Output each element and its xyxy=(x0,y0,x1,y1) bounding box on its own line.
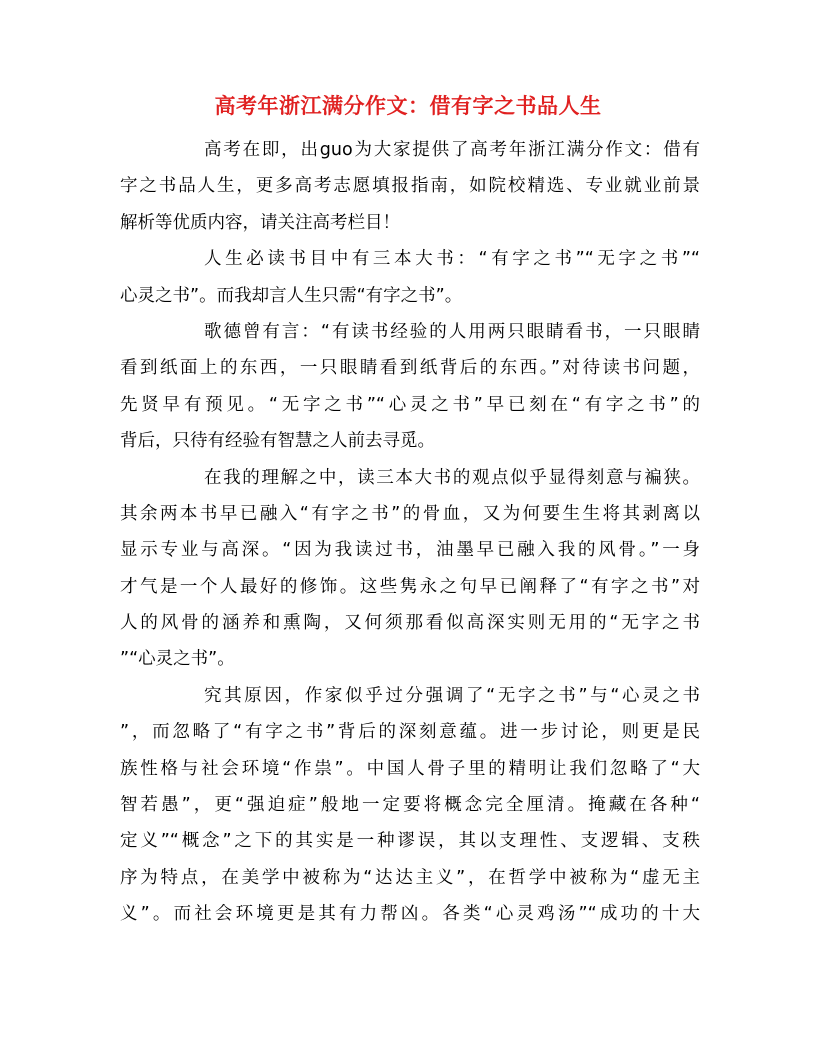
text-line: 定义”“概念”之下的其实是一种谬误，其以支理性、支逻辑、支秩 xyxy=(120,831,700,852)
text-line: 字之书品人生，更多高考志愿填报指南，如院校精选、专业就业前景 xyxy=(120,176,700,197)
paragraph-1 xyxy=(120,132,700,241)
text-line: ”，而忽略了“有字之书”背后的深刻意蕴。进一步讨论，则更是民 xyxy=(120,722,700,743)
paragraph-4 xyxy=(120,460,700,678)
text-line: 背后，只待有经验有智慧之人前去寻觅。 xyxy=(120,431,435,452)
text-line: 人生必读书目中有三本大书：“有字之书”“无字之书”“ xyxy=(204,249,700,270)
text-line: 义”。而社会环境更是其有力帮凶。各类“心灵鸡汤”“成功的十大 xyxy=(120,904,700,925)
document-body xyxy=(120,132,700,933)
text-line: 其余两本书早已融入“有字之书”的骨血，又为何要生生将其剥离以 xyxy=(120,503,700,524)
text-line: 究其原因，作家似乎过分强调了“无字之书”与“心灵之书 xyxy=(204,685,700,706)
text-line: 心灵之书”。而我却言人生只需“有字之书”。 xyxy=(120,285,463,306)
text-line: 才气是一个人最好的修饰。这些隽永之句早已阐释了“有字之书”对 xyxy=(120,576,700,597)
text-line: 智若愚”，更“强迫症”般地一定要将概念完全厘清。掩藏在各种“ xyxy=(120,795,700,816)
text-line: 序为特点，在美学中被称为“达达主义”，在哲学中被称为“虚无主 xyxy=(120,867,700,888)
text-line: 人的风骨的涵养和熏陶，又何须那看似高深实则无用的“无字之书 xyxy=(120,613,700,634)
text-line: ”“心灵之书”。 xyxy=(120,649,235,670)
text-line: 歌德曾有言：“有读书经验的人用两只眼睛看书，一只眼睛 xyxy=(204,321,700,342)
text-line: 在我的理解之中，读三本大书的观点似乎显得刻意与褊狭。 xyxy=(204,467,700,488)
text-line: 显示专业与高深。“因为我读过书，油墨早已融入我的风骨。”一身 xyxy=(120,540,700,561)
paragraph-5 xyxy=(120,678,700,933)
paragraph-2 xyxy=(120,241,700,314)
text-line: 看到纸面上的东西，一只眼睛看到纸背后的东西。”对待读书问题， xyxy=(120,358,700,379)
text-line: 先贤早有预见。“无字之书”“心灵之书”早已刻在“有字之书”的 xyxy=(120,394,700,415)
paragraph-3 xyxy=(120,314,700,460)
text-line: 高考在即，出guo为大家提供了高考年浙江满分作文：借有 xyxy=(204,140,700,160)
document-title: 高考年浙江满分作文：借有字之书品人生 xyxy=(214,93,602,118)
text-line: 解析等优质内容，请关注高考栏目！ xyxy=(120,212,400,233)
text-line: 族性格与社会环境“作祟”。中国人骨子里的精明让我们忽略了“大 xyxy=(120,758,700,779)
